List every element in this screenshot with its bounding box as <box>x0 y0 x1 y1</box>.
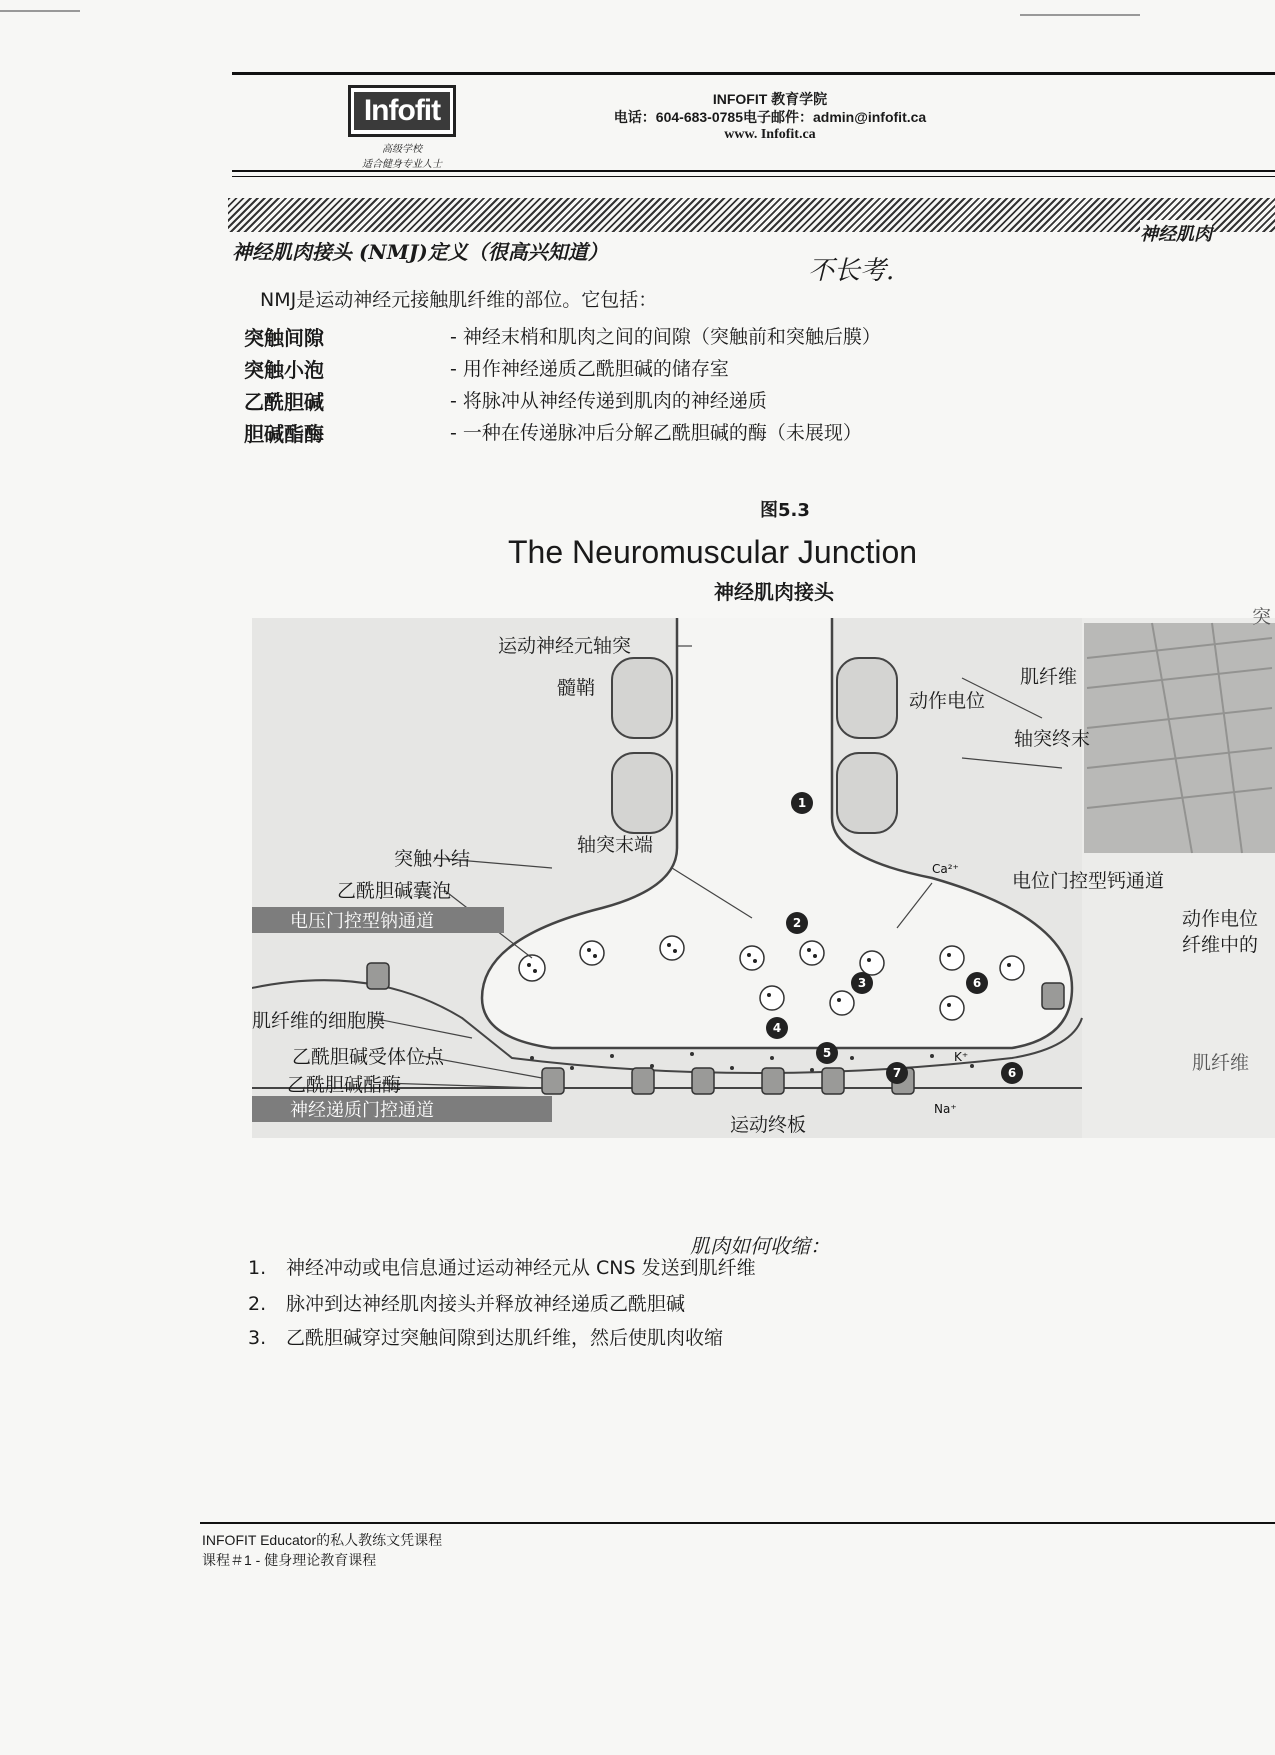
contraction-item <box>248 1289 685 1316</box>
step-5: 5 <box>822 1046 832 1060</box>
header-bottom-rule-2 <box>232 176 1275 177</box>
step-4: 4 <box>772 1021 782 1035</box>
header-bottom-rule <box>232 170 1275 172</box>
ion-k: K⁺ <box>954 1050 969 1064</box>
section-hatch-band <box>228 198 1275 232</box>
terms-list <box>244 322 1044 450</box>
website-link[interactable]: www. Infofit.ca <box>724 127 816 142</box>
label-ca-channel: 电位门控型钙通道 <box>1012 870 1165 892</box>
term-definition: - 将脉冲从神经传递到肌肉的神经递质 <box>450 390 767 412</box>
label-ach-vesicle: 乙酰胆碱囊泡 <box>337 880 452 902</box>
term-definition: - 用作神经递质乙酰胆碱的储存室 <box>450 358 729 380</box>
item-number: 2. <box>248 1293 267 1315</box>
label-muscle-fiber: 肌纤维 <box>1020 666 1078 688</box>
scan-mark <box>0 10 80 12</box>
step-6b: 6 <box>1007 1066 1017 1080</box>
figure-subtitle: 神经肌肉接头 <box>714 580 834 604</box>
label-ach-receptor: 乙酰胆碱受体位点 <box>292 1046 445 1068</box>
label-right-cut-3: 肌纤维 <box>1192 1052 1250 1074</box>
term-row <box>244 386 1044 418</box>
ion-ca: Ca²⁺ <box>932 862 959 876</box>
item-text: 脉冲到达神经肌肉接头并释放神经递质乙酰胆碱 <box>286 1293 686 1315</box>
label-action-potential: 动作电位 <box>909 690 986 712</box>
footer-rule <box>200 1522 1275 1524</box>
label-axon-terminal-right: 轴突终末 <box>1014 728 1091 750</box>
label-na-channel: 电压门控型钠通道 <box>252 907 504 933</box>
label-right-cut-2: 纤维中的 <box>1182 934 1259 956</box>
myelin-sheath <box>612 753 672 833</box>
header-contact <box>560 90 980 144</box>
item-number: 3. <box>248 1327 267 1349</box>
contraction-item <box>248 1323 723 1350</box>
label-synaptic-knob: 突触小结 <box>394 848 471 870</box>
myelin-sheath <box>612 658 672 738</box>
label-ligand-channel: 神经递质门控通道 <box>252 1096 552 1122</box>
term-row <box>244 354 1044 386</box>
item-text: 乙酰胆碱穿过突触间隙到达肌纤维，然后使肌肉收缩 <box>286 1327 724 1349</box>
label-top-right-cut: 突 <box>1252 606 1272 628</box>
term: 乙酰胆碱 <box>244 390 324 414</box>
footer-line-1: INFOFIT Educator的私人教练文凭课程 <box>202 1532 443 1548</box>
nmj-diagram <box>252 606 1275 1138</box>
term-definition: - 一种在传递脉冲后分解乙酰胆碱的酶（未展现） <box>450 422 862 444</box>
tagline-line-2: 适合健身专业人士 <box>362 159 442 170</box>
figure-title: The Neuromuscular Junction <box>508 534 918 570</box>
section-title: 神经肌肉接头 (NMJ)定义（很高兴知道） <box>232 240 608 264</box>
contact-line: 电话：604-683-0785电子邮件：admin@infofit.ca <box>613 109 927 125</box>
label-right-cut-1: 动作电位 <box>1182 908 1259 930</box>
step-1: 1 <box>797 796 807 810</box>
label-myelin: 髓鞘 <box>557 677 596 699</box>
step-6a: 6 <box>972 976 982 990</box>
org-name: INFOFIT 教育学院 <box>712 91 828 107</box>
label-ache: 乙酰胆碱酯酶 <box>287 1074 402 1096</box>
label-sarcolemma: 肌纤维的细胞膜 <box>252 1010 386 1032</box>
tagline-line-1: 高级学校 <box>382 144 422 155</box>
contraction-title: 肌肉如何收缩： <box>690 1234 830 1258</box>
muscle-fiber-photo <box>1084 623 1275 853</box>
term-row <box>244 322 1044 354</box>
contraction-item <box>248 1253 756 1280</box>
header-top-rule <box>232 72 1275 75</box>
logo-tagline <box>342 142 462 172</box>
step-3: 3 <box>857 976 867 990</box>
step-7: 7 <box>892 1066 902 1080</box>
infofit-logo <box>348 85 456 137</box>
intro-text: NMJ是运动神经元接触肌纤维的部位。它包括： <box>260 289 658 311</box>
item-text: 神经冲动或电信息通过运动神经元从 CNS 发送到肌纤维 <box>286 1257 756 1279</box>
label-axon-terminal: 轴突末端 <box>577 834 654 856</box>
term: 突触小泡 <box>244 358 324 382</box>
logo-text: Infofit <box>354 92 450 130</box>
figure-label: 图5.3 <box>760 500 810 521</box>
ion-na: Na⁺ <box>934 1102 957 1116</box>
term-definition: - 神经末梢和肌肉之间的间隙（突触前和突触后膜） <box>450 326 881 348</box>
label-end-plate: 运动终板 <box>730 1114 807 1136</box>
handwritten-note: 不长考. <box>808 256 895 286</box>
myelin-sheath <box>837 753 897 833</box>
item-number: 1. <box>248 1257 267 1279</box>
step-2: 2 <box>792 916 802 930</box>
term: 胆碱酯酶 <box>244 422 324 446</box>
scan-mark <box>1020 14 1140 16</box>
side-tab: 神经肌肉 <box>1140 220 1212 246</box>
footer <box>202 1530 442 1570</box>
term-row <box>244 418 1044 450</box>
myelin-sheath <box>837 658 897 738</box>
footer-line-2: 课程＃1 - 健身理论教育课程 <box>202 1552 377 1568</box>
term: 突触间隙 <box>244 326 324 350</box>
label-axon: 运动神经元轴突 <box>498 635 632 657</box>
